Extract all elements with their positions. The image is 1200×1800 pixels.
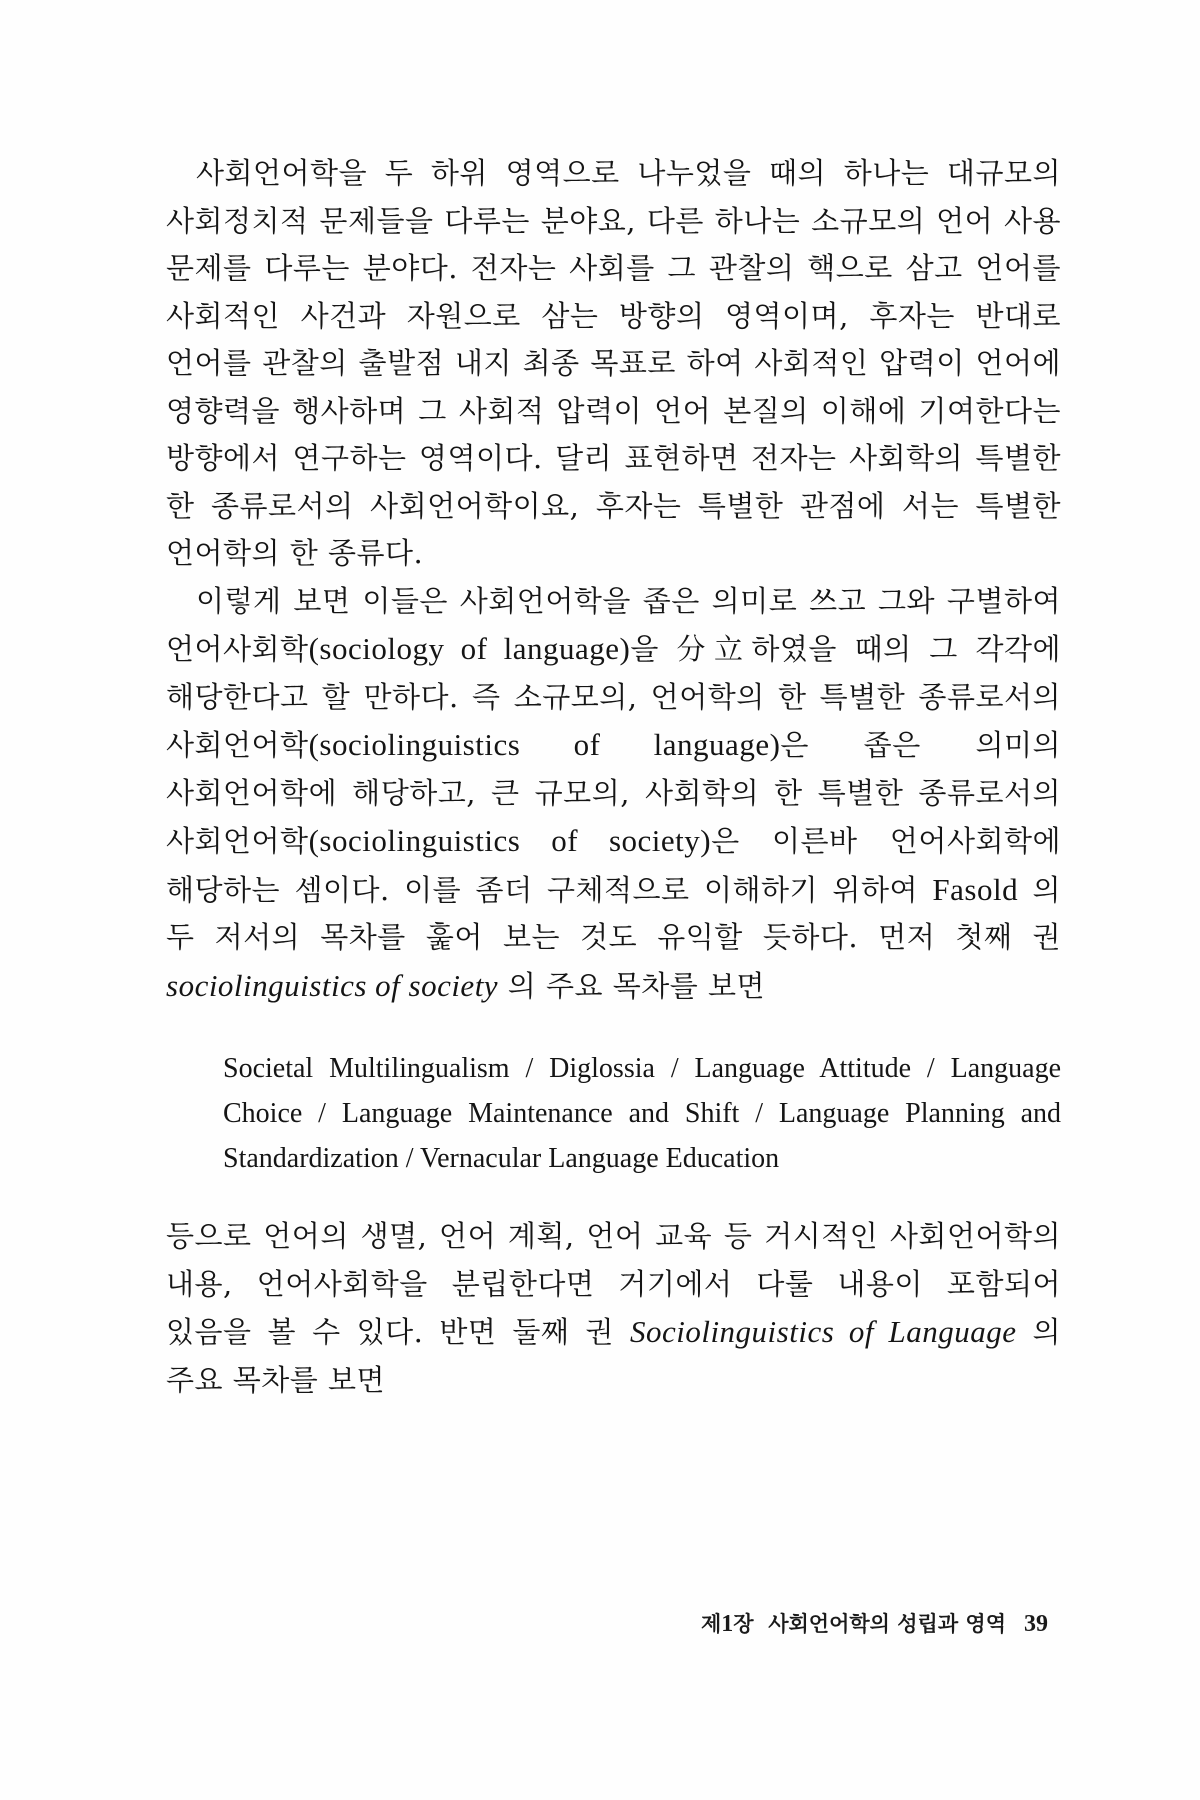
- paragraph-2-text-5: 의 두 저서의 목차를 훑어 보는 것도 유익할 듯하다. 먼저 첫째 권: [166, 872, 1061, 954]
- toc-block: Societal Multilingualism / Diglossia / Language Attitude / Language Choice / Language Maintenance and Shift / Language Planning and Standardization / Vernacular Language Education: [223, 1053, 1061, 1174]
- chapter-prefix: 제: [701, 1612, 722, 1636]
- author-fasold: Fasold: [932, 871, 1019, 907]
- paragraph-3: [166, 1213, 1061, 1404]
- chapter-suffix: 장: [733, 1612, 754, 1636]
- paragraph-2-text-2: 을 分立하였을 때의 그 각각에 해당한다고 할 만하다. 즉 소규모의, 언어학의 한 특별한 종류로서의 사회언어학: [166, 632, 1061, 762]
- book-title-2: Sociolinguistics of Language: [629, 1314, 1017, 1349]
- paragraph-2-text-3: 은 좁은 의미의 사회언어학에 해당하고, 큰 규모의, 사회학의 한 특별한 종류로서의 사회언어학: [166, 728, 1061, 858]
- chapter-title: 사회언어학의 성립과 영역: [768, 1612, 1006, 1636]
- paragraph-3-text-1: 등으로 언어의 생멸, 언어 계획, 언어 교육 등 거시적인 사회언어학의 내용, 언어사회학을 분립한다면 거기에서 다룰 내용이 포함되어 있음을 볼 수 있다. 반면 둘째 권: [166, 1219, 1061, 1349]
- paragraph-2: [166, 578, 1061, 1011]
- body-text: [166, 150, 1061, 1404]
- paragraph-2-text-1: 이렇게 보면 이들은 사회언어학을 좁은 의미로 쓰고 그와 구별하여 언어사회학: [166, 583, 1061, 666]
- term-sociolinguistics-of-language: (sociolinguistics of language): [308, 727, 781, 762]
- paragraph-3-text-2: 의 주요 목차를 보면: [166, 1315, 1062, 1397]
- paragraph-2-text-4: 은 이른바 언어사회학에 해당하는 셈이다. 이를 좀더 구체적으로 이해하기 위하여: [166, 824, 1062, 907]
- term-sociology-of-language: (sociology of language): [308, 631, 631, 666]
- chapter-number: 1: [721, 1611, 734, 1637]
- running-footer: [0, 1608, 1048, 1638]
- paragraph-1: 사회언어학을 두 하위 영역으로 나누었을 때의 하나는 대규모의 사회정치적 문제들을 다루는 분야요, 다른 하나는 소규모의 언어 사용 문제를 다루는 분야다. 전자는 사회를 그 관찰의 핵으로 삼고 언어를 사회적인 사건과 자원으로 삼는 방향의 영역이며, 후자는 반대로 언어를 관찰의 출발점 내지 최종 목표로 하여 사회적인 압력이 언어에 영향력을 행사하며 그 사회적 압력이 언어 본질의 이해에 기여한다는 방향에서 연구하는 영역이다. 달리 표현하면 전자는 사회학의 특별한 한 종류로서의 사회언어학이요, 후자는 특별한 관점에 서는 특별한 언어학의 한 종류다.: [166, 156, 1061, 570]
- term-sociolinguistics-of-society: (sociolinguistics of society): [308, 823, 712, 858]
- book-title-1: sociolinguistics of society: [166, 967, 499, 1003]
- paragraph-2-text-6: 의 주요 목차를 보면: [498, 968, 766, 1003]
- page-number: 39: [1024, 1611, 1048, 1637]
